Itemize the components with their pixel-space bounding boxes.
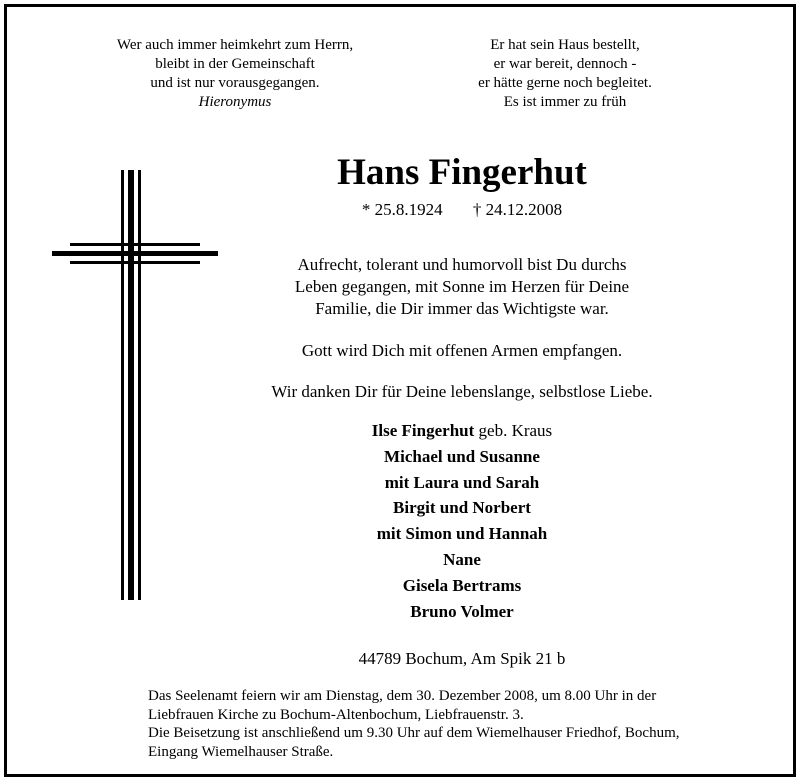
quote-left-line: Wer auch immer heimkehrt zum Herrn, xyxy=(116,37,354,53)
signer-maiden-name: geb. Kraus xyxy=(478,421,553,440)
signer-name: Michael und Susanne xyxy=(384,446,540,466)
quote-right-line: er hätte gerne noch begleitet. xyxy=(478,75,652,91)
quote-left-line: bleibt in der Gemeinschaft xyxy=(155,56,315,72)
notice-line: Das Seelenamt feiern wir am Dienstag, dem 30. Dezember 2008, um 8.00 Uhr in der xyxy=(148,688,657,704)
signer-name: Ilse Fingerhut xyxy=(371,421,475,440)
signer-name: Birgit und Norbert xyxy=(393,498,531,518)
quote-right xyxy=(415,36,715,112)
signer-name: Bruno Volmer xyxy=(410,601,514,621)
quote-right-line: Es ist immer zu früh xyxy=(503,94,627,110)
tribute-line: Wir danken Dir für Deine lebenslange, selbstlose Liebe. xyxy=(271,382,653,401)
quote-right-line: er war bereit, dennoch - xyxy=(493,56,637,72)
quote-left-line: und ist nur vorausgegangen. xyxy=(150,75,320,91)
tribute-paragraph-1 xyxy=(200,254,724,320)
notice-line: Liebfrauen Kirche zu Bochum-Altenbochum, Liebfrauenstr. 3. xyxy=(148,706,524,723)
family-address: 44789 Bochum, Am Spik 21 b xyxy=(358,649,566,668)
deceased-name: Hans Fingerhut xyxy=(337,152,587,193)
signer-name: Gisela Bertrams xyxy=(402,575,522,595)
quote-left xyxy=(85,36,385,112)
tribute-line: Aufrecht, tolerant und humorvoll bist Du durchs xyxy=(297,255,627,274)
tribute-paragraph-3 xyxy=(200,381,724,403)
notice-line: Eingang Wiemelhauser Straße. xyxy=(148,743,334,760)
life-dates xyxy=(200,199,724,221)
cross-icon xyxy=(48,170,222,600)
signer-name: mit Laura und Sarah xyxy=(384,472,540,492)
quote-attribution: Hieronymus xyxy=(198,94,272,110)
service-notice xyxy=(148,687,768,761)
death-date: † 24.12.2008 xyxy=(472,200,563,219)
tribute-line: Gott wird Dich mit offenen Armen empfangen. xyxy=(301,341,623,360)
tribute-line: Familie, die Dir immer das Wichtigste war. xyxy=(315,299,609,318)
birth-date: * 25.8.1924 xyxy=(361,200,443,219)
signer-name: mit Simon und Hannah xyxy=(376,524,548,544)
signer-name: Nane xyxy=(443,549,481,569)
signers-list xyxy=(200,418,724,624)
tribute-paragraph-2 xyxy=(200,340,724,362)
tribute-line: Leben gegangen, mit Sonne im Herzen für Deine xyxy=(294,277,630,296)
notice-line: Die Beisetzung ist anschließend um 9.30 Uhr auf dem Wiemelhauser Friedhof, Bochum, xyxy=(148,725,680,741)
signer-first xyxy=(200,418,724,444)
quote-right-line: Er hat sein Haus bestellt, xyxy=(490,37,640,53)
